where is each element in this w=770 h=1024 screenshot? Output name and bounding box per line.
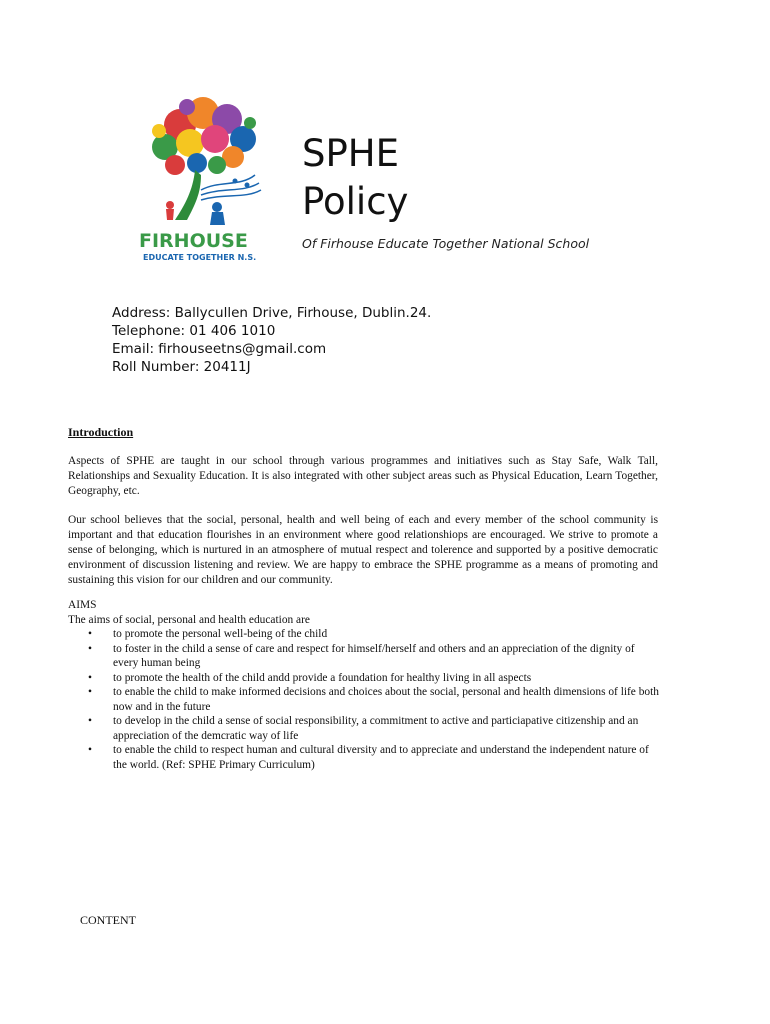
content-label: CONTENT xyxy=(80,913,136,927)
school-logo xyxy=(135,95,270,270)
tree-trunk xyxy=(175,170,201,220)
aim-text: to foster in the child a sense of care and respect for himself/herself and others and an appreciation of the dignity of every human being xyxy=(113,642,635,669)
bullet-icon: • xyxy=(88,744,92,756)
aim-text: to promote the personal well-being of the child xyxy=(113,628,328,640)
page-subtitle: Of Firhouse Educate Together National School xyxy=(302,236,590,251)
bullet-icon: • xyxy=(88,715,92,727)
list-item xyxy=(68,714,660,743)
list-item xyxy=(68,671,660,686)
contact-email: Email: firhouseetns@gmail.com xyxy=(112,341,327,357)
aim-text: to develop in the child a sense of social responsibility, a commitment to active and particiapative citizenship and an appreciation of the demcratic way of life xyxy=(113,715,639,742)
title-line-1: SPHE xyxy=(302,132,399,175)
list-item xyxy=(68,642,660,671)
aim-text: to promote the health of the child andd provide a foundation for healthy living in all aspects xyxy=(113,671,532,684)
list-item xyxy=(68,685,660,714)
bullet-icon: • xyxy=(88,686,92,698)
aim-text: to enable the child to respect human and cultural diversity and to appreciate and understand the independent nature of the world. (Ref: SPHE Primary Curriculum) xyxy=(113,744,649,771)
list-item xyxy=(68,627,660,642)
list-item xyxy=(68,743,660,772)
logo-subtext: EDUCATE TOGETHER N.S. xyxy=(143,253,257,262)
introduction-paragraph-1: Aspects of SPHE are taught in our school through various programmes and initiatives such as Stay Safe, Walk Tall, Relationships and Sexuality Education. It is also integrated with other subject areas such as Physical Education, Learn Together, Geography, etc. xyxy=(68,455,658,497)
tree-canopy xyxy=(152,97,256,175)
aims-heading: AIMS xyxy=(68,599,97,611)
contact-roll-number: Roll Number: 20411J xyxy=(112,359,251,375)
tree-logo-icon xyxy=(135,95,270,270)
aim-text: to enable the child to make informed decisions and choices about the social, personal and health dimensions of life both now and in the future xyxy=(113,686,659,713)
contact-address: Address: Ballycullen Drive, Firhouse, Dublin.24. xyxy=(112,305,432,321)
title-line-2: Policy xyxy=(302,180,409,223)
page-title xyxy=(302,130,408,226)
logo-wordmark: FIRHOUSE xyxy=(139,230,248,252)
contact-telephone: Telephone: 01 406 1010 xyxy=(112,323,276,339)
contact-block xyxy=(112,304,431,376)
aims-list xyxy=(68,627,660,772)
bullet-icon: • xyxy=(88,628,92,640)
introduction-paragraph-2: Our school believes that the social, personal, health and well being of each and every member of the school community is important and that education flourishes in an environment where good relationshiops are encouraged. We strive to promote a sense of belonging, which is nurtured in an atmosphere of mutual respect and tolerence and supported by a positive democratic environment of discussion listening and review. We are happy to embrace the SPHE programme as a means of promoting and sustaining this vision for our children and our community. xyxy=(68,514,658,586)
aims-intro: The aims of social, personal and health education are xyxy=(68,613,310,626)
introduction-heading: Introduction xyxy=(68,425,134,439)
bullet-icon: • xyxy=(88,642,92,655)
aims-section xyxy=(68,598,660,772)
bullet-icon: • xyxy=(88,671,92,684)
